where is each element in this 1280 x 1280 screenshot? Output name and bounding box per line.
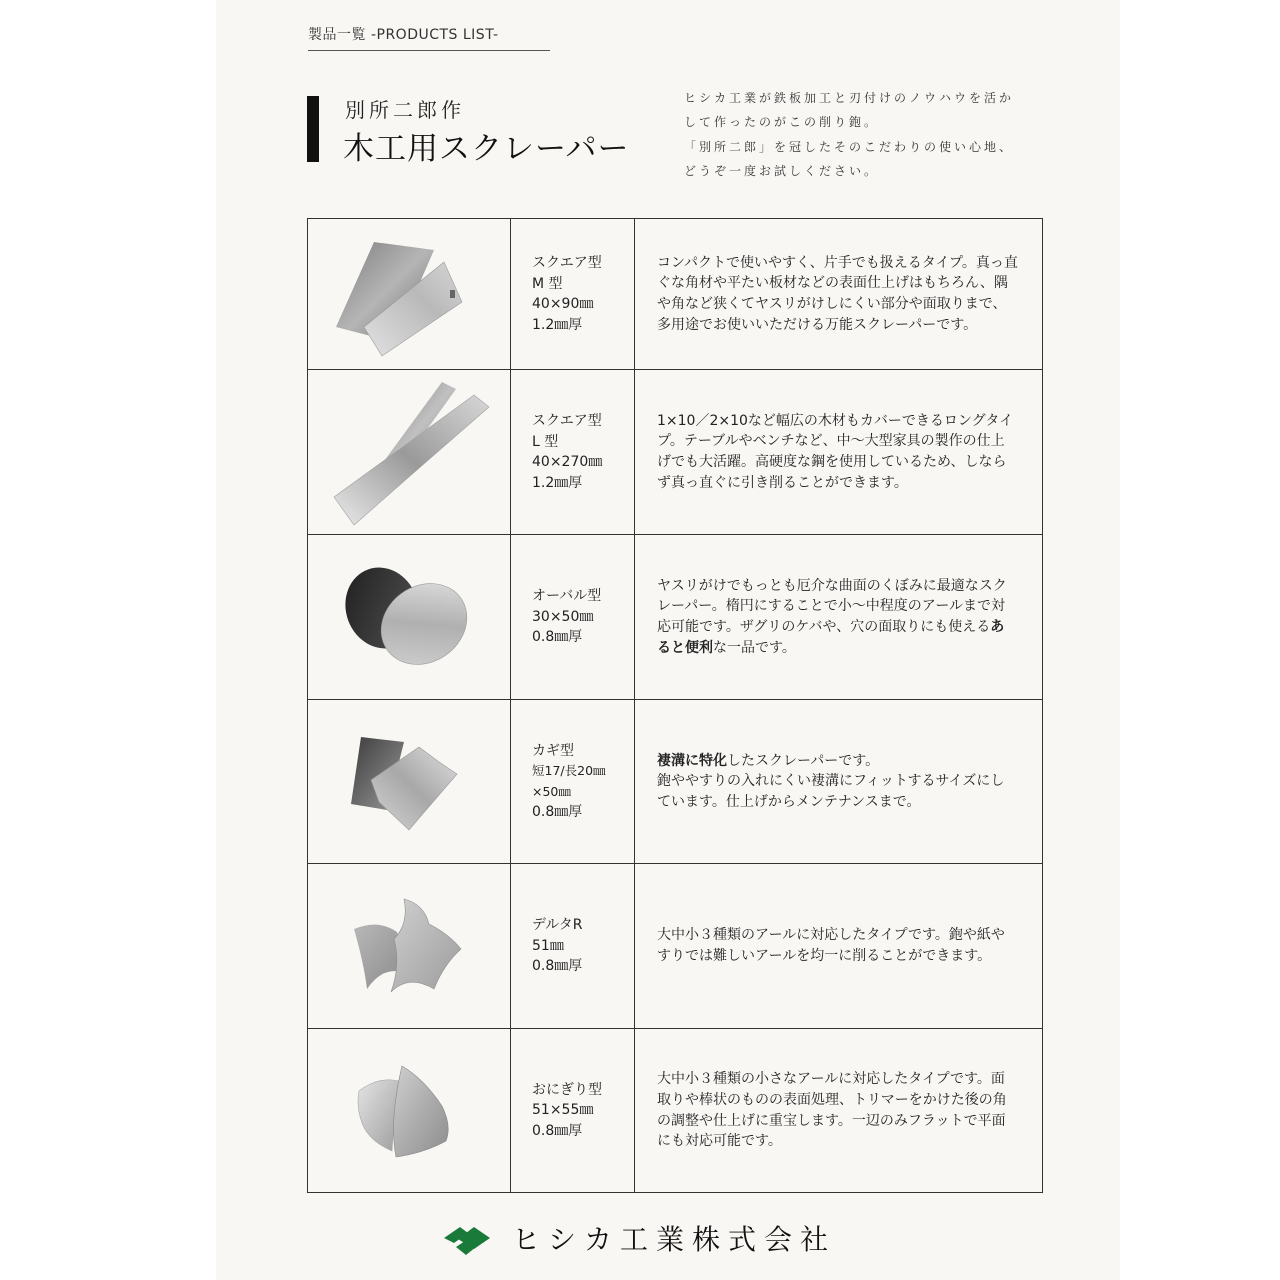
intro-line: ヒシカ工業が鉄板加工と刃付けのノウハウを活か — [684, 91, 1015, 105]
spec-line: 51㎜ — [532, 937, 564, 954]
section-label: 製品一覧 -PRODUCTS LIST- — [308, 24, 550, 51]
spec-line: 短17/長20㎜ — [532, 763, 606, 778]
product-spec — [511, 864, 635, 1028]
product-image-cell — [308, 370, 511, 534]
title-accent-bar — [307, 96, 319, 162]
spec-line: 51×55㎜ — [532, 1102, 594, 1119]
spec-line: 0.8㎜厚 — [532, 1122, 583, 1139]
company-footer — [444, 1216, 836, 1260]
intro-line: どうぞ一度お試しください。 — [684, 163, 880, 178]
spec-line: オーバル型 — [532, 588, 602, 605]
spec-line: L 型 — [532, 433, 559, 450]
spec-line: 1.2㎜厚 — [532, 316, 583, 333]
oval-scraper-photo — [344, 562, 474, 672]
spec-line: スクエア型 — [532, 255, 602, 271]
product-row — [308, 535, 1042, 700]
product-row — [308, 700, 1042, 864]
product-description — [635, 864, 1042, 1028]
hook-scraper-photo — [349, 732, 469, 832]
spec-line: デルタR — [532, 917, 583, 934]
spec-line: 30×50㎜ — [532, 608, 594, 625]
description-emphasis: あると便利 — [657, 619, 1005, 656]
intro-line: して作ったのがこの削り鉋。 — [684, 115, 880, 130]
products-table — [307, 218, 1043, 1193]
product-spec — [511, 700, 635, 863]
description-emphasis: 褄溝に特化 — [657, 752, 727, 769]
product-image-cell — [308, 219, 511, 369]
product-spec — [511, 370, 635, 534]
intro-text — [684, 86, 1034, 183]
square-l-scraper-photo — [324, 377, 494, 527]
product-description — [635, 370, 1042, 534]
spec-line: 1.2㎜厚 — [532, 474, 583, 491]
hishika-logo-icon — [444, 1221, 490, 1255]
product-image-cell — [308, 700, 511, 863]
spec-line: 0.8㎜厚 — [532, 958, 583, 975]
product-spec — [511, 219, 635, 369]
description-text: 大中小３種類の小さなアールに対応したタイプです。面取りや棒状のものの表面処理、トリマーをかけた後の角の調整や仕上げに重宝します。一辺のみフラットで平面にも対応可能です。 — [657, 1071, 1007, 1150]
product-description — [635, 535, 1042, 699]
description-text: コンパクトで使いやすく、片手でも扱えるタイプ。真っ直ぐな角材や平たい板材などの表面仕上げはもちろん、隅や角など狭くてヤスリがけしにくい部分や面取りまで、多用途でお使いいただける万能スクレーパーです。 — [657, 254, 1018, 333]
brand-name: 別所二郎作 — [345, 98, 465, 122]
spec-line: 0.8㎜厚 — [532, 804, 583, 820]
company-name: ヒシカ工業株式会社 — [512, 1223, 837, 1256]
product-image-cell — [308, 535, 511, 699]
spec-line: カギ型 — [532, 742, 574, 759]
delta-r-scraper-photo — [349, 894, 469, 999]
product-row — [308, 1029, 1042, 1193]
product-image-cell — [308, 864, 511, 1028]
spec-line: 0.8㎜厚 — [532, 629, 583, 646]
spec-line: ×50㎜ — [532, 783, 571, 799]
product-description — [635, 219, 1042, 369]
product-spec — [511, 1029, 635, 1192]
product-spec — [511, 535, 635, 699]
description-text: 1×10／2×10など幅広の木材もカバーできるロングタイプ。テーブルやベンチなど、中〜大型家具の製作の仕上げでも大活躍。高硬度な鋼を使用しているため、しならず真っ直ぐに引き削ることができます。 — [657, 412, 1014, 491]
spec-line: スクエア型 — [532, 413, 602, 429]
onigiri-scraper-photo — [354, 1061, 464, 1161]
product-image-cell — [308, 1029, 511, 1192]
spec-line: おにぎり型 — [532, 1081, 602, 1098]
intro-line: 「別所二郎」を冠したそのこだわりの使い心地、 — [684, 139, 1015, 154]
product-row — [308, 864, 1042, 1029]
product-description — [635, 700, 1042, 863]
description-text: ヤスリがけでもっとも厄介な曲面のくぼみに最適なスクレーパー。楕円にすることで小〜中程度のアールまで対応可能です。ザグリのケバや、穴の面取りにも使える — [657, 577, 1007, 635]
product-row — [308, 219, 1042, 370]
description-text: 大中小３種類のアールに対応したタイプです。鉋や紙やすりでは難しいアールを均一に削ることができます。 — [657, 927, 1005, 964]
product-description — [635, 1029, 1042, 1192]
spec-line: 40×90㎜ — [532, 296, 594, 312]
spec-line: 40×270㎜ — [532, 454, 603, 470]
product-row — [308, 370, 1042, 535]
square-m-scraper-photo — [334, 232, 484, 357]
description-text: 鉋ややすりの入れにくい褄溝にフィットするサイズにしています。仕上げからメンテナンスまで。 — [657, 773, 1005, 810]
description-text: な一品です。 — [713, 639, 796, 656]
description-text: したスクレーパーです。 — [727, 752, 880, 769]
page-title: 木工用スクレーパー — [343, 131, 630, 167]
spec-line: M 型 — [532, 275, 563, 292]
